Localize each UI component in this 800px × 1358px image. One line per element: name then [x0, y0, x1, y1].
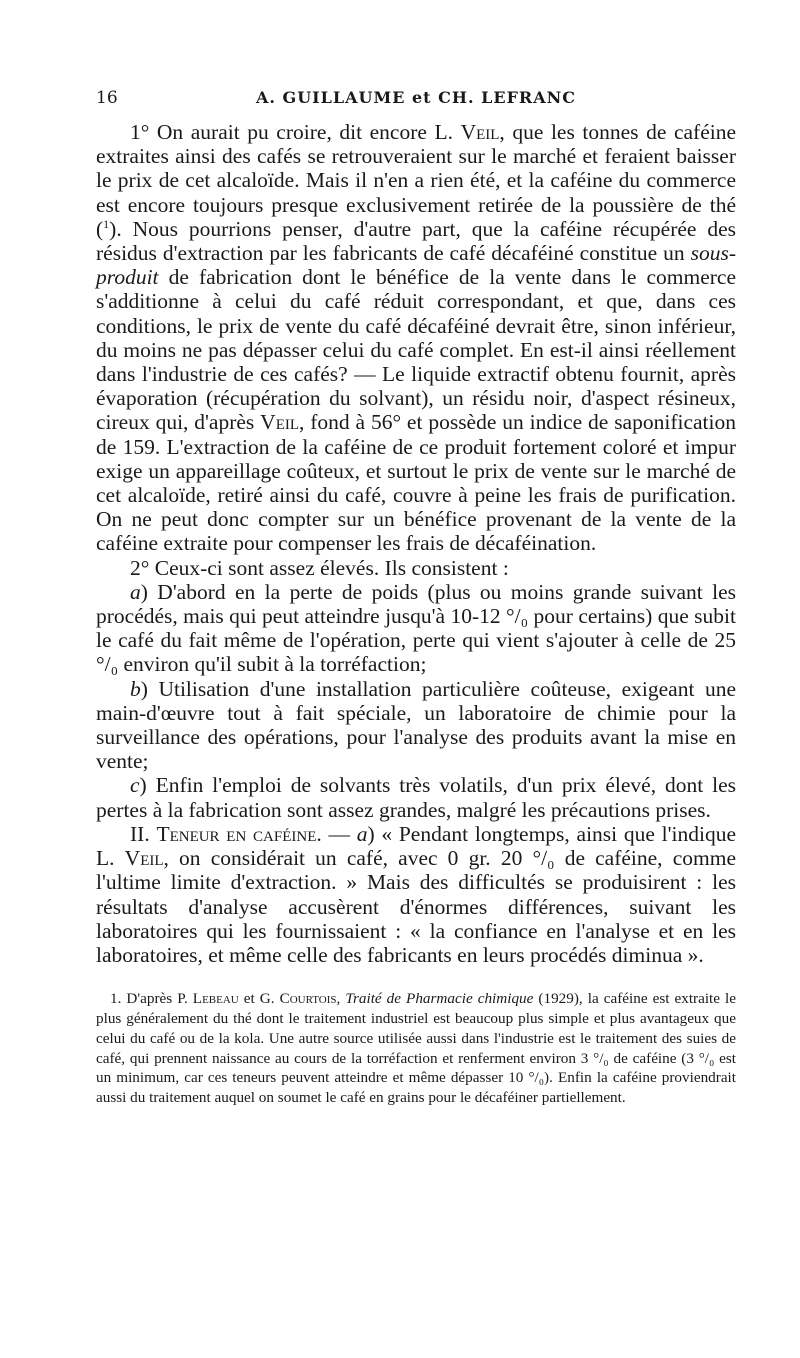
- footnotes: [96, 989, 736, 1108]
- italic-term: sous-produit: [96, 241, 736, 290]
- section-heading: Teneur en caféine: [156, 821, 317, 846]
- list-letter: a: [356, 821, 368, 846]
- paragraph-2: 2° Ceux-ci sont assez élevés. Ils consistent :: [130, 555, 509, 580]
- footnote-1: 1. D'après P. Lebeau et G. Courtois, Traité de Pharmacie chimique (1929), la caféine est extraite le plus généralement du thé dont le traitement industriel est beaucoup plus simple et plus avantageux que celui du café ou de la kola. Une autre source utilisée aussi dans l'industrie est le traitement des suies de café, qui prennent naissance au cours de la torréfaction et renferment environ 3 °/₀ de caféine (3 °/₀ est un minimum, car ces teneurs peuvent atteindre et même dépasser 10 °/₀). Enfin la caféine proviendrait aussi du traitement auquel on soumet le café en grains pour le décaféiner partiellement.: [96, 990, 737, 1107]
- paragraph-1: 1° On aurait pu croire, dit encore L. Veil, que les tonnes de caféine extraites ainsi des cafés se retrouveraient sur le marché et feraient baisser le prix de cet alcaloïde. Mais il n'en a rien été, et la caféine du commerce est encore toujours presque exclusivement retirée de la poussière de thé ($^1$). Nous pourrions penser, d'autre part, que la caféine récupérée des résidus d'extraction par les fabricants de café décaféiné constitue un sous-produit de fabrication dont le bénéfice de la vente dans le commerce s'additionne à celui du café réduit correspondant, et que, dans ces conditions, le prix de vente du café décaféiné devrait être, sinon inférieur, du moins ne pas dépasser celui du café complet. En est-il ainsi réellement dans l'industrie de ces cafés? — Le liquide extractif obtenu fournit, après évaporation (récupération du solvant), un résidu noir, d'aspect résineux, cireux qui, d'après Veil, fond à 56° et possède un indice de saponification de 159. L'extraction de la caféine de ce produit fortement coloré et impur exige un appareillage coûteux, et surtout le prix de vente sur le marché de cet alcaloïde, retiré ainsi du café, couvre à peine les frais de purification. On ne peut donc compter sur un bénéfice provenant de la vente de la caféine extraite pour compenser les frais de décaféination.: [96, 120, 737, 556]
- list-letter: b: [130, 676, 141, 701]
- paragraph-c: c) Enfin l'emploi de solvants très volatils, d'un prix élevé, dont les pertes à la fabrication sont assez grandes, malgré les précautions prises.: [96, 773, 736, 822]
- author-name: Veil: [460, 120, 500, 144]
- author-name: Lebeau: [192, 990, 239, 1008]
- page-header: [96, 88, 736, 114]
- page-number: 16: [96, 88, 118, 108]
- list-letter: a: [130, 579, 141, 604]
- footnote-ref: 1: [103, 216, 110, 231]
- author-name: Courtois: [279, 990, 337, 1008]
- author-name: Veil: [260, 410, 300, 435]
- running-head: A. GUILLAUME et CH. LEFRANC: [255, 88, 576, 107]
- list-letter: c: [130, 773, 140, 798]
- author-name: Veil: [124, 846, 164, 871]
- book-title: Traité de Pharmacie chimique: [345, 990, 534, 1008]
- paragraph-b: b) Utilisation d'une installation particulière coûteuse, exigeant une main-d'œuvre tout à fait spéciale, un laboratoire de chimie pour la surveillance des opérations, pour l'analyse des produits avant la mise en vente;: [96, 676, 736, 774]
- paragraph-section-ii: II. Teneur en caféine. — a) « Pendant longtemps, ainsi que l'indique L. Veil, on considérait un café, avec 0 gr. 20 °/₀ de caféine, comme l'ultime limite d'extraction. » Mais des difficultés se produisirent : les résultats d'analyse accusèrent d'énormes différences, suivant les laboratoires qui les fournissaient : « la confiance en l'analyse et en les laboratoires, et même celle des fabricants en leurs procédés diminua ».: [96, 821, 736, 967]
- paragraph-a: a) D'abord en la perte de poids (plus ou moins grande suivant les procédés, mais qui peut atteindre jusqu'à 10-12 °/₀ pour certains) que subit le café du fait même de l'opération, perte qui vient s'ajouter à celle de 25 °/₀ environ qu'il subit à la torréfaction;: [96, 579, 736, 677]
- document-page: [96, 88, 736, 1108]
